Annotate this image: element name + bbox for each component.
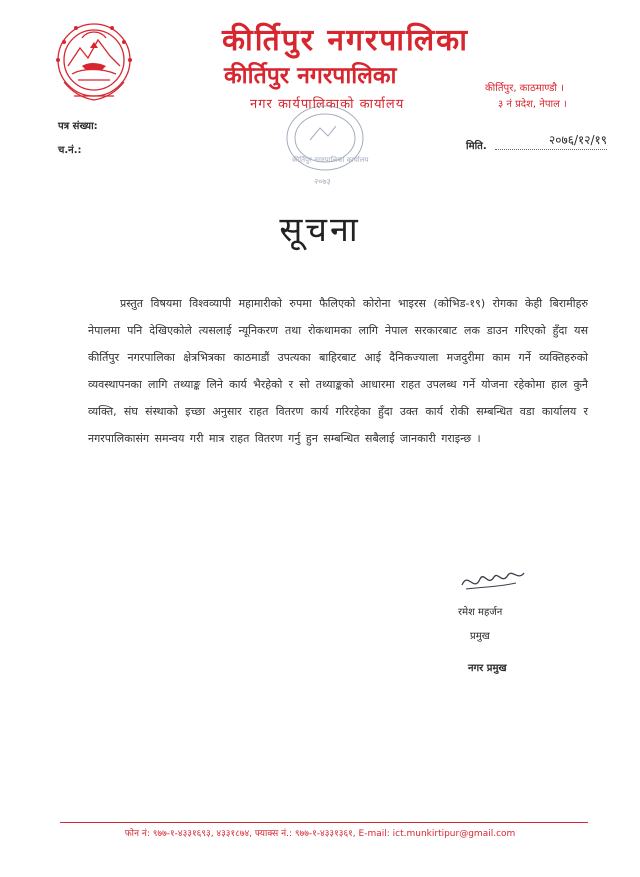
office-name: नगर कार्यपालिकाको कार्यालय <box>250 97 405 112</box>
notice-heading: सूचना <box>279 210 361 250</box>
date-label: मिति. <box>466 141 487 152</box>
address-line-1: कीर्तिपुर, काठमाण्डौ । <box>485 83 564 94</box>
stamp-text: कीर्तिपुर नगरपालिका कार्यालय <box>292 156 369 164</box>
signature-icon <box>458 565 528 597</box>
municipality-name: कीर्तिपुर नगरपालिका <box>224 63 397 89</box>
dispatch-number-label: च.नं.: <box>58 145 82 156</box>
city-title: कीर्तिपुर नगरपालिका <box>222 23 469 58</box>
signatory-title: प्रमुख <box>470 631 490 642</box>
office-stamp-icon <box>270 100 380 190</box>
ref-number-label: पत्र संख्या: <box>58 121 98 132</box>
stamp-year: २०७३ <box>314 177 331 186</box>
signatory-name: रमेश महर्जन <box>458 607 503 618</box>
signatory-role: नगर प्रमुख <box>468 663 507 674</box>
date-value: २०७६/१२/१९ <box>495 131 607 150</box>
footer-divider <box>60 822 588 823</box>
nepal-emblem-icon <box>52 18 136 108</box>
notice-body: प्रस्तुत विषयमा विश्वव्यापी महामारीको रुपमा फैलिएको कोरोना भाइरस (कोभिड-१९) रोगका केही बिरामीहरु नेपालमा पनि देखिएकोले त्यसलाई न्यूनिकरण तथा रोकथामका लागि नेपाल सरकारबाट लक डाउन गरिएको हुँदा यस कीर्तिपुर नगरपालिका क्षेत्रभित्रका काठमाडौं उपत्यका बाहिरबाट आई दैनिकज्याला मजदुरीमा काम गर्ने व्यक्तिहरुको व्यवस्थापनका लागि तथ्याङ्क लिने कार्य भैरहेको र सो तथ्याङ्कको आधारमा राहत उपलब्ध गर्ने योजना रहेकोमा हाल कुनै व्यक्ति, संघ संस्थाको इच्छा अनुसार राहत वितरण कार्य गरिरहेका हुँदा उक्त कार्य रोकी सम्बन्धित वडा कार्यालय र नगरपालिकासंग समन्वय गरी मात्र राहत वितरण गर्नु हुन सम्बन्धित सबैलाई जानकारी गराइन्छ । <box>88 297 588 445</box>
footer-contact: फोन नं: ९७७-१-४३३१६९३, ४३३१८७४, फ्याक्स नं.: ९७७-१-४३३१३६१, E-mail: ict.munkirtipur@gmail.com <box>124 829 516 839</box>
address-line-2: ३ नं प्रदेश, नेपाल । <box>498 99 567 110</box>
